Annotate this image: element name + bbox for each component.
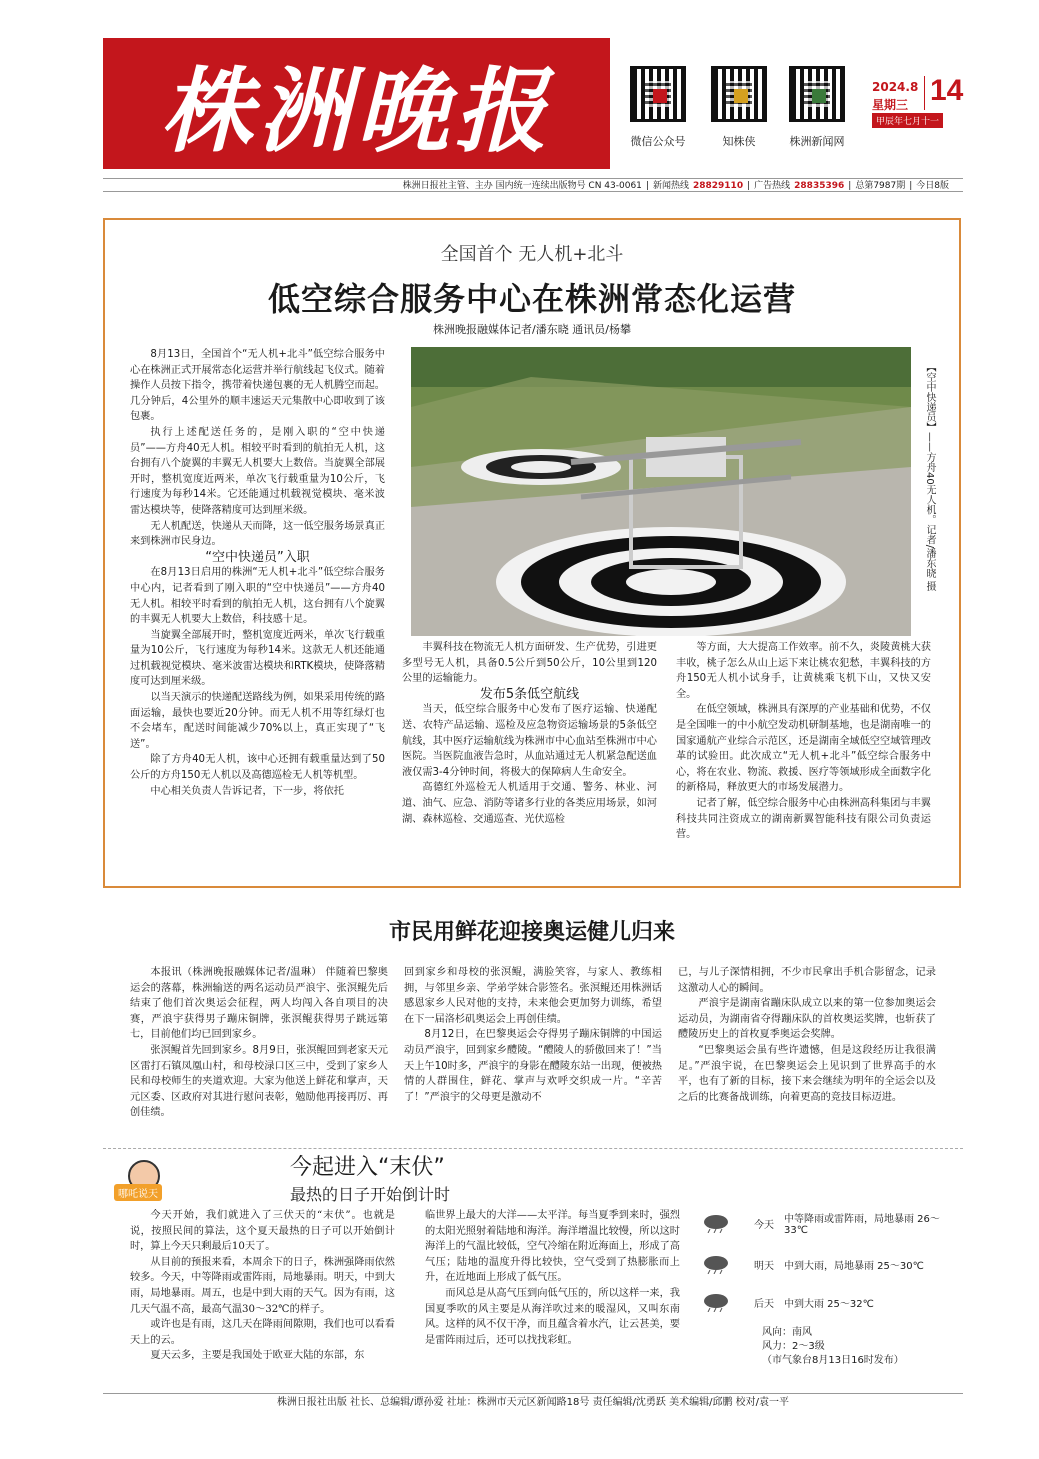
paragraph: 等方面，大大提高工作效率。前不久，炎陵黄桃大获丰收，桃子怎么从山上运下来让桃农犯愁，丰翼科技的方舟150无人机小试身手，让黄桃乘飞机下山，又快又安全。 xyxy=(676,642,931,700)
story2-column-3 xyxy=(678,965,936,1135)
issue-date: 2024.8 xyxy=(872,80,919,94)
weather-badge xyxy=(110,1160,190,1200)
qr-code-wechat[interactable] xyxy=(630,66,686,122)
page-count: 今日8版 xyxy=(916,181,949,191)
paragraph: 临世界上最大的大洋——太平洋。每当夏季到来时，强烈的太阳光照射着陆地和海洋。海洋增温比较慢，所以这时海洋上的气温比较低，空气冷缩在附近海面上，形成了高气压；陆地的温度升得比较快，空气受到了热膨胀而上升，在近地面上形成了低气压。 xyxy=(425,1210,680,1284)
wind-force: 风力：2～3级 xyxy=(762,1341,825,1352)
date-divider xyxy=(924,76,925,110)
forecast-row xyxy=(702,1254,952,1274)
drone-photo xyxy=(411,347,911,636)
forecast-day: 后天 xyxy=(754,1298,774,1310)
qr-label-wechat: 微信公众号 xyxy=(630,135,686,148)
paragraph: 8月12日，在巴黎奥运会夺得男子蹦床铜牌的中国运动员严浪宇，回到家乡醴陵。“醴陵人的骄傲回来了！”当天上午10时多，严浪宇的身影在醴陵东站一出现，便被热情的人群围住，鲜花、掌声与欢呼交织成一片。“辛苦了！”严浪宇的父母更是激动不 xyxy=(404,1029,662,1103)
forecast-row xyxy=(702,1210,952,1236)
subheading-courier: “空中快递员”入职 xyxy=(205,549,310,565)
paragraph: 严浪宇是湖南省蹦床队成立以来的第一位参加奥运会运动员，为湖南省夺得蹦床队的首枚奥运奖牌，也斩获了醴陵历史上的首枚夏季奥运会奖牌。 xyxy=(678,998,936,1041)
info-bar: 株洲日报社主管、主办 国内统一连续出版物号 CN 43-0061 | 新闻热线 28829110 | 广告热线 28835396 | 总第7987期 | 今日8版 xyxy=(103,178,963,192)
masthead xyxy=(103,38,610,169)
weather-subheadline: 最热的日子开始倒计时 xyxy=(290,1185,451,1204)
drone-photo-illustration xyxy=(411,347,911,636)
forecast-desc: 中到大雨 25～32℃ xyxy=(784,1298,874,1310)
rain-cloud-icon xyxy=(702,1254,730,1274)
wind-info xyxy=(702,1326,952,1368)
rain-cloud-icon xyxy=(702,1213,730,1233)
paragraph: 当旋翼全部展开时，整机宽度近两米，单次飞行载重量为10公斤，飞行速度为每秒14米。这款无人机还能通过机载视觉模块、毫米波雷达模块和RTK模块，使降落精度可达到厘米级。 xyxy=(130,629,385,688)
forecast-day: 明天 xyxy=(754,1260,774,1272)
main-byline: 株洲晚报融媒体记者/潘东晓 通讯员/杨攀 xyxy=(433,323,631,336)
story2-headline: 市民用鲜花迎接奥运健儿归来 xyxy=(388,920,675,945)
forecast-desc: 中到大雨，局地暴雨 25～30℃ xyxy=(784,1260,924,1272)
paragraph: 在低空领域，株洲具有深厚的产业基础和优势，不仅是全国唯一的中小航空发动机研制基地，也是湖南唯一的国家通航产业综合示范区，还是湖南全域低空空域管理改革的试验田。此次成立“无人机+北斗”低空综合服务中心，将在农业、物流、救援、医疗等领域形成全面数字化的新格局，释放更大的市场发展潜力。 xyxy=(676,704,931,794)
issue-weekday: 星期三 xyxy=(872,98,909,112)
hotline-label: 新闻热线 xyxy=(652,181,689,191)
qr-label-news: 株洲新闻网 xyxy=(789,135,845,148)
paragraph: 高德红外巡检无人机适用于交通、警务、林业、河道、油气、应急、消防等诸多行业的各类应用场景，如河湖、森林巡检、交通巡查、光伏巡检 xyxy=(402,782,657,825)
paragraph: 回到家乡和母校的张溟鲲，满脸笑容，与家人、教练相拥，与邻里乡亲、学弟学妹合影签名。张溟鲲还用株洲话感恩家乡人民对他的支持，未来他会更加努力训练，希望在下一届洛杉矶奥运会上再创佳绩。 xyxy=(404,967,662,1025)
main-column-3 xyxy=(676,640,931,878)
paragraph: 中心相关负责人告诉记者，下一步，将依托 xyxy=(150,785,344,797)
forecast-row xyxy=(702,1292,952,1312)
main-kicker: 全国首个 无人机+北斗 xyxy=(440,244,624,265)
paragraph: 而风总是从高气压到向低气压的，所以这样一来，我国夏季吹的风主要是从海洋吹过来的暖湿风，又叫东南风。这样的风不仅干净，而且蕴含着水汽，让云甚美，要是雷阵雨过后，还可以找找彩虹。 xyxy=(425,1287,680,1346)
paragraph: 或许也是有雨，这几天在降雨间隙期，我们也可以看看天上的云。 xyxy=(130,1319,395,1346)
ad-number: 28835396 xyxy=(794,181,845,191)
forecast-issued: （市气象台8月13日16时发布） xyxy=(762,1355,904,1366)
qr-code-zhizhuxia[interactable] xyxy=(711,66,767,122)
newspaper-title: 株洲晚报 xyxy=(160,56,553,165)
footer: 株洲日报社出版 社长、总编辑/谭孙爱 社址：株洲市天元区新闻路18号 责任编辑/沈勇跃 美术编辑/邱鹏 校对/袁一平 xyxy=(103,1393,963,1412)
main-column-2 xyxy=(402,640,657,878)
paragraph: 在8月13日启用的株洲“无人机+北斗”低空综合服务中心内，记者看到了刚入职的“空中快递员”——方舟40无人机。相较平时看到的航拍无人机，这台拥有八个旋翼的丰翼无人机要大上数倍，科技感十足。 xyxy=(130,567,385,626)
paragraph: 张溟鲲首先回到家乡。8月9日，张溟鲲回到老家天元区雷打石镇凤凰山村，和母校渌口区三中，受到了家乡人民和母校师生的夹道欢迎。大家为他送上鲜花和掌声，天元区委、区政府对其进行慰问表彰，勉励他再接再厉、再创佳绩。 xyxy=(130,1044,388,1119)
subheading-routes: 发布5条低空航线 xyxy=(479,686,580,702)
paragraph: 以当天演示的快递配送路线为例，如果采用传统的路面运输，最快也要近20分钟。而无人机不用等红绿灯也不会堵车，配送时间能减少70%以上，真正实现了“飞送”。 xyxy=(130,692,385,750)
forecast-panel xyxy=(702,1210,952,1368)
weather-column-2 xyxy=(425,1208,680,1388)
paragraph: 已，与儿子深情相拥，不少市民拿出手机合影留念，记录这激动人心的瞬间。 xyxy=(678,967,936,994)
paragraph: 从目前的预报来看，本周余下的日子，株洲强降雨依然较多。今天，中等降雨或雷阵雨，局地暴雨。明天，中到大雨，局地暴雨。周五，也是中到大雨的天气。因为有雨，这几天气温不高，最高气温30～32℃的样子。 xyxy=(130,1256,395,1315)
ad-label: 广告热线 xyxy=(754,181,791,191)
story2-column-2 xyxy=(404,965,662,1135)
issue-number: 总第7987期 xyxy=(855,181,906,191)
paragraph: 夏天云多，主要是我国处于欧亚大陆的东部，东 xyxy=(150,1350,365,1362)
wind-direction: 风向：南风 xyxy=(762,1327,812,1338)
paragraph: 执行上述配送任务的，是刚入职的“空中快递员”——方舟40无人机。相较平时看到的航拍无人机，这台拥有八个旋翼的丰翼无人机要大上数倍。当旋翼全部展开时，整机宽度近两米，单次飞行载重量为10公斤，飞行速度为每秒14米。它还能通过机载视觉模块、毫米波雷达模块等，使降落精度可达到厘米级。 xyxy=(130,426,385,516)
paragraph: 无人机配送，快递从天而降，这一低空服务场景真正来到株洲市民身边。 xyxy=(130,520,385,548)
story2-column-1 xyxy=(130,965,388,1135)
paragraph: 今天开始，我们就进入了三伏天的“末伏”。也就是说，按照民间的算法，这个夏天最热的日子可以开始倒计时，算上今天只剩最后10天了。 xyxy=(130,1210,395,1253)
qr-label-zhizhuxia: 知株侠 xyxy=(722,135,756,148)
photo-caption: 【空中快递员】——方舟40无人机。记者/潘东晓 摄 xyxy=(924,362,935,592)
paragraph: 8月13日，全国首个“无人机+北斗”低空综合服务中心在株洲正式开展常态化运营并举行航线起飞仪式。随着操作人员按下指令，携带着快递包裹的无人机腾空而起。几分钟后，4公里外的顺丰速运天元集散中心即收到了该包裹。 xyxy=(130,349,385,423)
main-headline: 低空综合服务中心在株洲常态化运营 xyxy=(267,280,796,318)
qr-code-news[interactable] xyxy=(789,66,845,122)
paragraph: 本报讯（株洲晚报融媒体记者/温琳） 伴随着巴黎奥运会的落幕，株洲输送的两名运动员严浪宇、张溟鲲先后结束了他们首次奥运会征程，两人均闯入各自项目的决赛，严浪宇获得男子蹦床铜牌，张溟鲲获得男子跳远第七，目前他们均已回到家乡。 xyxy=(130,967,388,1041)
rain-cloud-icon xyxy=(702,1292,730,1312)
lunar-date: 甲辰年七月十一 xyxy=(872,113,943,128)
paragraph: “巴黎奥运会虽有些许遗憾，但是这段经历让我很满足。”严浪宇说，在巴黎奥运会上见识到了世界高手的水平，也有了新的目标，接下来会继续为明年的全运会以及之后的比赛备战训练，向着更高的竞技目标迈进。 xyxy=(678,1044,936,1103)
forecast-desc: 中等降雨或雷阵雨，局地暴雨 26～33℃ xyxy=(784,1214,940,1236)
weather-badge-label: 哪吒说天 xyxy=(114,1184,162,1201)
section-divider xyxy=(103,1148,963,1150)
paragraph: 丰翼科技在物流无人机方面研发、生产优势，引进更多型号无人机，具备0.5公斤到50公斤，10公里到120公里的运输能力。 xyxy=(402,642,657,685)
paragraph: 记者了解，低空综合服务中心由株洲高科集团与丰翼科技共同注资成立的湖南新翼智能科技有限公司负责运营。 xyxy=(676,797,931,841)
weather-headline: 今起进入“末伏” xyxy=(290,1155,445,1180)
hotline-number: 28829110 xyxy=(692,181,744,191)
paragraph: 当天，低空综合服务中心发布了医疗运输、快递配送、农特产品运输、巡检及应急物资运输场景的5条低空航线，其中医疗运输航线为株洲市中心血站至株洲市中心医院。当医院血液告急时，从血站通过无人机紧急配送血液仅需3-4分钟时间，将极大的保障病人生命安全。 xyxy=(402,704,657,778)
page-number: 14 xyxy=(930,74,964,107)
main-column-1 xyxy=(130,347,385,877)
weather-column-1 xyxy=(130,1208,395,1388)
forecast-day: 今天 xyxy=(754,1219,774,1231)
paragraph: 除了方舟40无人机，该中心还拥有载重量达到了50公斤的方舟150无人机以及高德巡检无人机等机型。 xyxy=(130,754,385,782)
publisher-info: 株洲日报社主管、主办 国内统一连续出版物号 CN 43-0061 xyxy=(402,181,642,191)
